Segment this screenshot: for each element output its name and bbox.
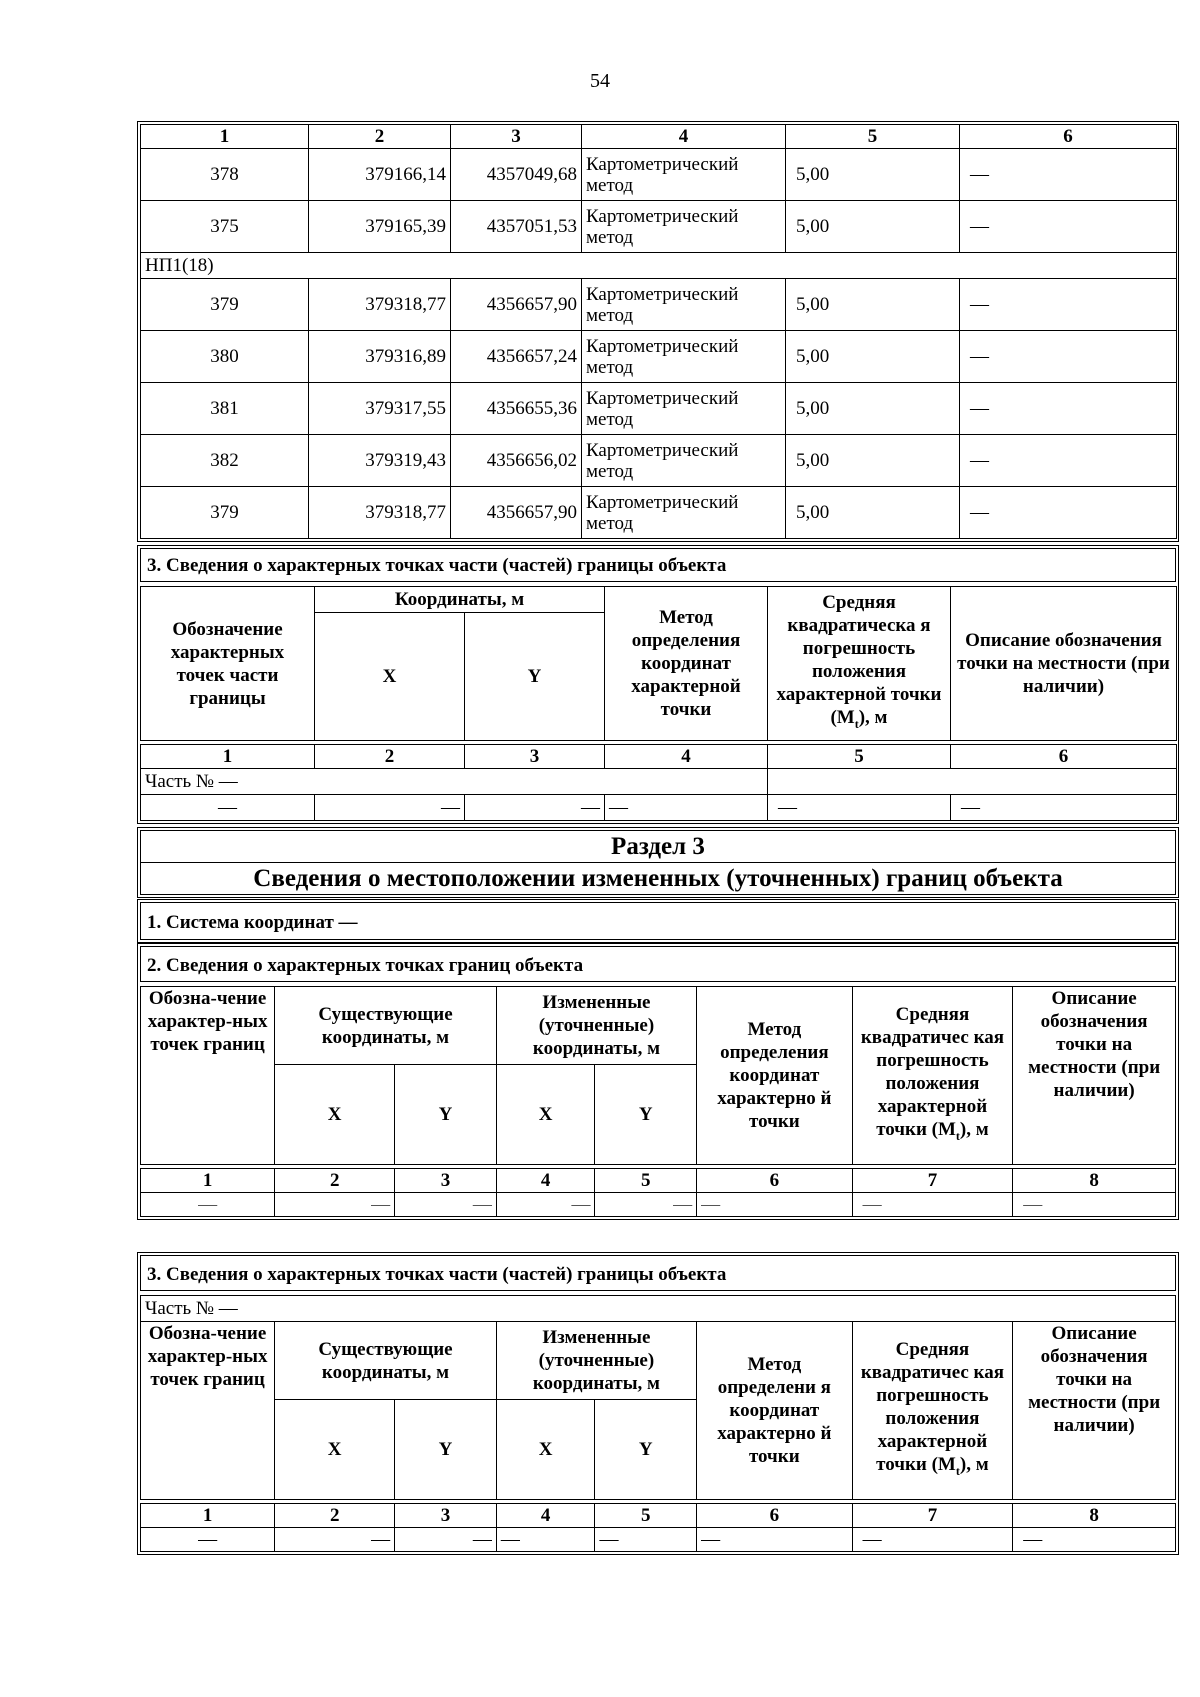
table-row xyxy=(141,149,1177,201)
header-error xyxy=(852,987,1013,1165)
col-num: 6 xyxy=(697,1504,853,1528)
header-x: X xyxy=(496,1400,595,1500)
description: — xyxy=(960,331,1177,383)
col-num: 7 xyxy=(852,1169,1013,1193)
col-num: 3 xyxy=(395,1169,497,1193)
dash-cell: — xyxy=(605,795,768,821)
col-num: 7 xyxy=(852,1504,1013,1528)
error: 5,00 xyxy=(786,383,960,435)
dash-cell: — xyxy=(496,1528,595,1552)
dash-cell: — xyxy=(395,1193,497,1217)
empty-cell xyxy=(768,769,1177,795)
dash-cell: — xyxy=(496,1193,595,1217)
coord-y: 4356655,36 xyxy=(451,383,582,435)
razdel-3-header xyxy=(140,830,1176,895)
col-num: 5 xyxy=(595,1169,697,1193)
header-designation: Обозначение характерных точек части границы xyxy=(141,587,315,741)
coord-y: 4356657,90 xyxy=(451,279,582,331)
header-designation: Обозна-чение характер-ных точек границ xyxy=(141,987,275,1165)
coord-x: 379318,77 xyxy=(309,487,451,539)
point-id: 381 xyxy=(141,383,309,435)
coord-x: 379165,39 xyxy=(309,201,451,253)
table-row xyxy=(141,331,1177,383)
dash-cell: — xyxy=(395,1528,497,1552)
part-boundary-changed-section xyxy=(140,1255,1176,1552)
razdel-title: Раздел 3 xyxy=(140,830,1176,863)
error: 5,00 xyxy=(786,201,960,253)
header-x: X xyxy=(315,613,465,741)
method: Картометрический метод xyxy=(582,279,786,331)
razdel-subtitle: Сведения о местоположении измененных (уточненных) границ объекта xyxy=(140,863,1176,895)
header-y: Y xyxy=(595,1065,697,1165)
col-num: 1 xyxy=(141,1169,275,1193)
header-error xyxy=(852,1322,1013,1500)
dash-cell: — xyxy=(1013,1528,1176,1552)
error: 5,00 xyxy=(786,331,960,383)
section-title: 2. Сведения о характерных точках границ объекта xyxy=(140,946,1176,982)
dash-cell: — xyxy=(697,1193,853,1217)
header-error-sub: t xyxy=(955,1463,960,1478)
coord-x: 379317,55 xyxy=(309,383,451,435)
dash-cell: — xyxy=(595,1528,697,1552)
col-num: 4 xyxy=(582,125,786,149)
coord-x: 379166,14 xyxy=(309,149,451,201)
table-row xyxy=(141,1193,1176,1217)
header-error-text: Средняя квадратическа я погрешность положения характерной точки (M xyxy=(776,592,942,729)
point-id: 379 xyxy=(141,487,309,539)
coord-y: 4356657,24 xyxy=(451,331,582,383)
description: — xyxy=(960,383,1177,435)
header-designation: Обозна-чение характер-ных точек границ xyxy=(141,1322,275,1500)
method: Картометрический метод xyxy=(582,435,786,487)
header-changed: Измененные (уточненные) координаты, м xyxy=(496,1322,696,1400)
error: 5,00 xyxy=(786,149,960,201)
header-error-tail: ), м xyxy=(858,707,888,729)
col-num: 5 xyxy=(768,745,951,769)
col-num: 2 xyxy=(275,1504,395,1528)
header-y: Y xyxy=(465,613,605,741)
group-row xyxy=(141,253,1177,279)
header-error-sub: t xyxy=(854,716,859,731)
point-id: 379 xyxy=(141,279,309,331)
table-row xyxy=(141,795,1177,821)
coord-x: 379316,89 xyxy=(309,331,451,383)
header-method: Метод определения координат характерно й точки xyxy=(697,987,853,1165)
col-num: 1 xyxy=(141,745,315,769)
column-number-row xyxy=(141,1169,1176,1193)
error: 5,00 xyxy=(786,435,960,487)
coord-system-title: 1. Система координат — xyxy=(140,902,1176,940)
part-label: Часть № — xyxy=(141,1296,1176,1322)
dash-cell: — xyxy=(141,1193,275,1217)
table-row xyxy=(141,487,1177,539)
col-num: 8 xyxy=(1013,1504,1176,1528)
col-num: 3 xyxy=(465,745,605,769)
header-description: Описание обозначения точки на местности (при наличии) xyxy=(951,587,1177,741)
col-num: 3 xyxy=(451,125,582,149)
coordinates-table-continued xyxy=(140,124,1176,539)
method: Картометрический метод xyxy=(582,201,786,253)
part-label: Часть № — xyxy=(141,769,768,795)
col-num: 3 xyxy=(395,1504,497,1528)
point-id: 382 xyxy=(141,435,309,487)
dash-cell: — xyxy=(141,795,315,821)
col-num: 2 xyxy=(275,1169,395,1193)
header-method: Метод определени я координат характерно й точки xyxy=(697,1322,853,1500)
header-error-text: Средняя квадратичес кая погрешность положения характерной точки (M xyxy=(860,1004,1005,1141)
description: — xyxy=(960,201,1177,253)
dash-cell: — xyxy=(141,1528,275,1552)
description: — xyxy=(960,279,1177,331)
page-number: 54 xyxy=(590,70,610,92)
header-y: Y xyxy=(395,1400,497,1500)
header-coordinates: Координаты, м xyxy=(315,587,605,613)
col-num: 4 xyxy=(496,1169,595,1193)
header-error-tail: ), м xyxy=(959,1454,989,1476)
boundary-points-section xyxy=(140,946,1176,1217)
method: Картометрический метод xyxy=(582,383,786,435)
header-error-text: Средняя квадратичес кая погрешность положения характерной точки (M xyxy=(860,1339,1004,1476)
dash-cell: — xyxy=(595,1193,697,1217)
header-changed: Измененные (уточненные) координаты, м xyxy=(496,987,696,1065)
header-error-sub: t xyxy=(955,1128,960,1143)
description: — xyxy=(960,487,1177,539)
part-boundary-section xyxy=(140,548,1176,821)
col-num: 2 xyxy=(309,125,451,149)
table-row xyxy=(141,383,1177,435)
table-row xyxy=(141,1528,1176,1552)
description: — xyxy=(960,149,1177,201)
description: — xyxy=(960,435,1177,487)
col-num: 2 xyxy=(315,745,465,769)
coord-y: 4357051,53 xyxy=(451,201,582,253)
header-description: Описание обозначения точки на местности (при наличии) xyxy=(1013,987,1176,1165)
point-id: 380 xyxy=(141,331,309,383)
coord-system-section xyxy=(140,902,1176,940)
col-num: 5 xyxy=(786,125,960,149)
header-y: Y xyxy=(595,1400,697,1500)
dash-cell: — xyxy=(697,1528,853,1552)
error: 5,00 xyxy=(786,279,960,331)
coord-x: 379319,43 xyxy=(309,435,451,487)
column-number-row xyxy=(141,1504,1176,1528)
table-row xyxy=(141,279,1177,331)
coord-y: 4356656,02 xyxy=(451,435,582,487)
header-x: X xyxy=(496,1065,595,1165)
header-existing: Существующие координаты, м xyxy=(275,987,497,1065)
col-num: 4 xyxy=(605,745,768,769)
dash-cell: — xyxy=(852,1528,1013,1552)
table-row xyxy=(141,201,1177,253)
col-num: 6 xyxy=(960,125,1177,149)
dash-cell: — xyxy=(315,795,465,821)
dash-cell: — xyxy=(1013,1193,1176,1217)
col-num: 8 xyxy=(1013,1169,1176,1193)
col-num: 6 xyxy=(697,1169,853,1193)
coord-x: 379318,77 xyxy=(309,279,451,331)
dash-cell: — xyxy=(951,795,1177,821)
section-title: 3. Сведения о характерных точках части (частей) границы объекта xyxy=(140,548,1176,582)
dash-cell: — xyxy=(275,1528,395,1552)
column-number-row xyxy=(141,125,1177,149)
method: Картометрический метод xyxy=(582,149,786,201)
dash-cell: — xyxy=(275,1193,395,1217)
header-method: Метод определения координат характерной точки xyxy=(605,587,768,741)
col-num: 5 xyxy=(595,1504,697,1528)
error: 5,00 xyxy=(786,487,960,539)
column-number-row xyxy=(141,745,1177,769)
col-num: 1 xyxy=(141,125,309,149)
header-y: Y xyxy=(395,1065,497,1165)
dash-cell: — xyxy=(768,795,951,821)
section-title: 3. Сведения о характерных точках части (частей) границы объекта xyxy=(140,1255,1176,1291)
dash-cell: — xyxy=(852,1193,1013,1217)
header-error-tail: ), м xyxy=(959,1119,989,1141)
header-error xyxy=(768,587,951,741)
dash-cell: — xyxy=(465,795,605,821)
header-x: X xyxy=(275,1065,395,1165)
point-id: 378 xyxy=(141,149,309,201)
col-num: 1 xyxy=(141,1504,275,1528)
header-x: X xyxy=(275,1400,395,1500)
coord-y: 4356657,90 xyxy=(451,487,582,539)
table-row xyxy=(141,435,1177,487)
col-num: 4 xyxy=(496,1504,595,1528)
group-label: НП1(18) xyxy=(141,253,1177,279)
col-num: 6 xyxy=(951,745,1177,769)
header-existing: Существующие координаты, м xyxy=(275,1322,497,1400)
point-id: 375 xyxy=(141,201,309,253)
coord-y: 4357049,68 xyxy=(451,149,582,201)
method: Картометрический метод xyxy=(582,331,786,383)
method: Картометрический метод xyxy=(582,487,786,539)
header-description: Описание обозначения точки на местности (при наличии) xyxy=(1013,1322,1176,1500)
